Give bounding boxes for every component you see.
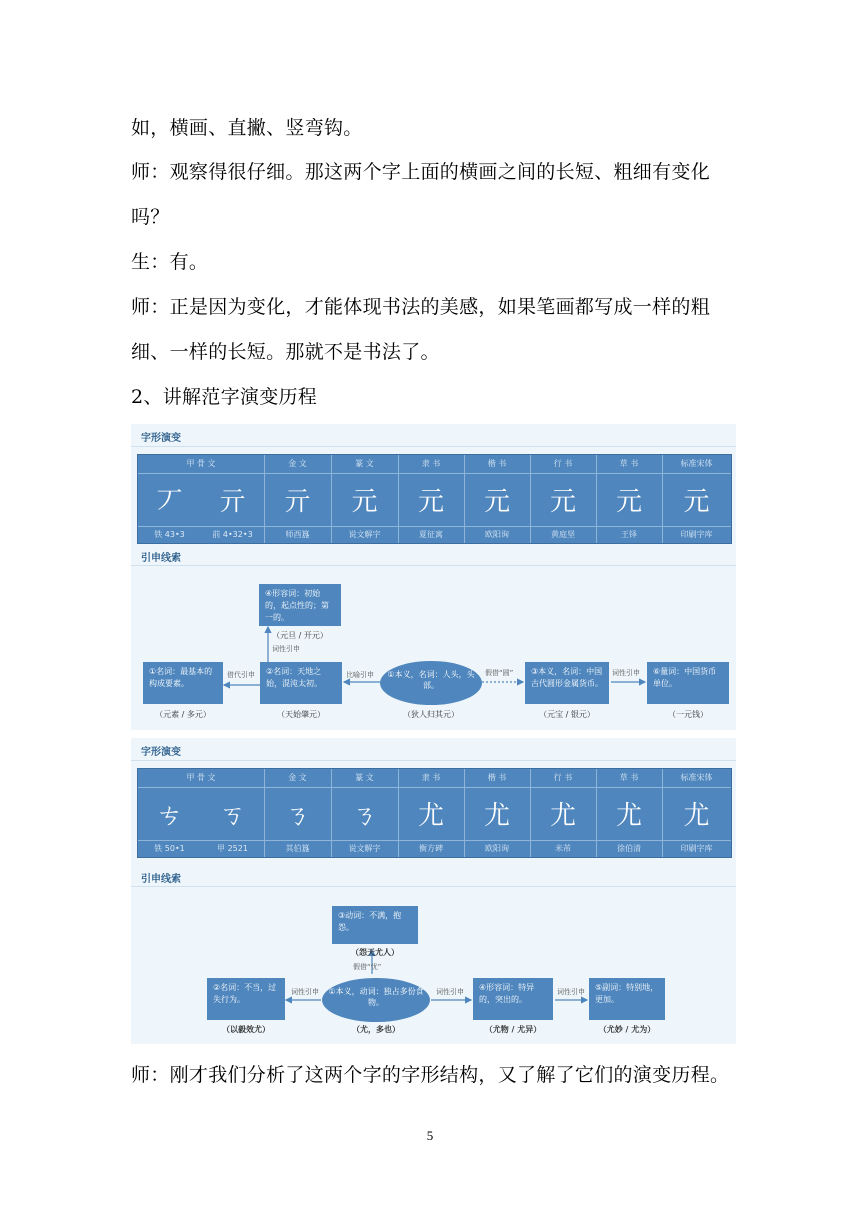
source-cell: 米芾 xyxy=(555,844,571,853)
caption: （以毅效尤） xyxy=(222,1025,270,1034)
glyph-jiaguwen-2: 亓 xyxy=(219,487,246,517)
glyph-zhuanwen: 元 xyxy=(351,487,378,517)
caption: （尤物 / 尤异） xyxy=(484,1025,542,1034)
arrow-label: 词性引申 xyxy=(612,669,640,677)
header-lishu: 隶 书 xyxy=(421,773,441,782)
paragraph-3: 生：有。 xyxy=(131,251,209,273)
caption: （元素 / 多元） xyxy=(155,710,211,719)
source-cell: 铁 43•3 xyxy=(154,530,185,539)
header-kaishu: 楷 书 xyxy=(487,773,507,782)
caption: （尤，多也） xyxy=(352,1025,400,1034)
node-original-meaning: ①本义，动词：独占多份食物。 xyxy=(322,978,430,1022)
source-cell: 师酉簋 xyxy=(285,530,310,539)
source-cell: 印刷字库 xyxy=(680,530,713,539)
glyph-xingshu: 元 xyxy=(549,487,576,517)
arrow-label: 假借“圆” xyxy=(485,669,514,677)
glyph-zhuanwen: ㄋ xyxy=(351,801,378,831)
glyph-songti: 尤 xyxy=(683,801,710,831)
page-number: 5 xyxy=(426,1128,434,1143)
glyph-jiaguwen-1: 丆 xyxy=(156,487,183,517)
figure1-extension-title: 引申线索 xyxy=(141,553,181,564)
source-cell: 铁 50•1 xyxy=(154,844,185,853)
figure-you-evolution xyxy=(131,738,736,1044)
glyph-lishu: 元 xyxy=(417,487,444,517)
header-xingshu: 行 书 xyxy=(553,773,573,782)
arrow-label: 借代引申 xyxy=(227,671,255,679)
header-zhuanwen: 篆 文 xyxy=(355,459,374,468)
header-jiaguwen: 甲 骨 文 xyxy=(186,459,216,468)
header-caoshu: 草 书 xyxy=(619,459,639,468)
source-cell: 印刷字库 xyxy=(680,844,713,853)
arrow-label: 假借“忧” xyxy=(353,963,382,971)
caption: （怨天尤人） xyxy=(351,948,399,957)
paragraph-6: 师：刚才我们分析了这两个字的字形结构，又了解了它们的演变历程。 xyxy=(131,1064,730,1086)
header-zhuanwen: 篆 文 xyxy=(355,773,374,782)
paragraph-5-heading: 2、讲解范字演变历程 xyxy=(131,386,318,408)
source-cell: 黄庭坚 xyxy=(551,530,575,539)
paragraph-1: 如，横画、直撇、竖弯钩。 xyxy=(131,117,363,139)
figure-yuan-evolution xyxy=(131,424,736,730)
node-original-meaning: ①本义，名词：人头，头部。 xyxy=(380,661,482,705)
glyph-songti: 元 xyxy=(683,487,710,517)
arrow-label: 词性引申 xyxy=(436,988,464,996)
paragraph-4b: 细、一样的长短。那就不是书法了。 xyxy=(131,341,440,363)
node-noun-fault: ②名词：不当，过失行为。 xyxy=(207,978,285,1020)
arrow-label: 词性引申 xyxy=(272,645,300,653)
source-cell: 其伯簋 xyxy=(285,844,310,853)
node-adjective-initial: ④形容词：初始的，起点性的；第一的。 xyxy=(259,584,341,626)
glyph-caoshu: 尤 xyxy=(615,801,642,831)
paragraph-2a: 师：观察得很仔细。那这两个字上面的横画之间的长短、粗细有变化 xyxy=(131,161,711,183)
node-adverb-especially: ⑤副词：特别地，更加。 xyxy=(589,978,665,1020)
arrow-label: 比喻引申 xyxy=(346,671,374,679)
arrow-label: 词性引申 xyxy=(557,988,585,996)
glyph-caoshu: 元 xyxy=(615,487,642,517)
header-jinwen: 金 文 xyxy=(288,459,307,468)
header-jinwen: 金 文 xyxy=(288,773,307,782)
header-songti: 标准宋体 xyxy=(680,459,713,468)
figure2-evolution-title: 字形演变 xyxy=(141,747,181,758)
caption: （狄人归其元） xyxy=(403,710,459,719)
paragraph-2b: 吗？ xyxy=(131,206,170,228)
caption: （一元钱） xyxy=(668,710,708,719)
source-cell: 甲 2521 xyxy=(217,844,248,853)
header-jiaguwen: 甲 骨 文 xyxy=(186,773,216,782)
caption: （天始肇元） xyxy=(277,710,325,719)
caption: （元旦 / 开元） xyxy=(272,631,328,640)
node-noun-coin: ③本义，名词：中国古代圆形金属货币。 xyxy=(525,662,609,704)
node-adjective-special: ④形容词：特异的，突出的。 xyxy=(473,978,553,1020)
header-caoshu: 草 书 xyxy=(619,773,639,782)
node-noun-element: ①名词：最基本的构成要素。 xyxy=(143,662,223,704)
figure1-evolution-title: 字形演变 xyxy=(141,433,181,444)
source-cell: 夏征寓 xyxy=(419,530,443,539)
source-cell: 徐伯清 xyxy=(617,844,641,853)
glyph-lishu: 尤 xyxy=(417,801,444,831)
source-cell: 欧阳询 xyxy=(485,530,509,539)
header-lishu: 隶 书 xyxy=(421,459,441,468)
glyph-kaishu: 元 xyxy=(483,487,510,517)
header-songti: 标准宋体 xyxy=(680,773,713,782)
header-xingshu: 行 书 xyxy=(553,459,573,468)
node-measure-word: ⑥量词：中国货币单位。 xyxy=(647,662,729,704)
node-noun-origin: ②名词：天地之始，混沌太初。 xyxy=(260,662,342,704)
source-cell: 王铎 xyxy=(621,530,637,539)
figure2-extension-title: 引申线索 xyxy=(141,874,181,885)
source-cell: 欧阳询 xyxy=(485,844,509,853)
glyph-jinwen: ㄋ xyxy=(284,801,311,831)
node-verb-complain: ③动词：不满，抱怨。 xyxy=(332,906,418,944)
source-cell: 前 4•32•3 xyxy=(212,530,253,539)
glyph-kaishu: 尤 xyxy=(483,801,510,831)
caption: （尤妙 / 尤为） xyxy=(598,1025,656,1034)
glyph-jinwen: 亓 xyxy=(284,487,311,517)
source-cell: 说文解字 xyxy=(348,530,381,539)
arrow-label: 词性引申 xyxy=(291,988,319,996)
source-cell: 衡方碑 xyxy=(419,844,443,853)
caption: （元宝 / 银元） xyxy=(539,710,595,719)
source-cell: 说文解字 xyxy=(348,844,381,853)
glyph-jiaguwen-2: ㄎ xyxy=(219,801,246,831)
header-kaishu: 楷 书 xyxy=(487,459,507,468)
glyph-jiaguwen-1: ㄘ xyxy=(156,801,183,831)
glyph-xingshu: 尤 xyxy=(549,801,576,831)
paragraph-4a: 师：正是因为变化，才能体现书法的美感，如果笔画都写成一样的粗 xyxy=(131,296,711,318)
